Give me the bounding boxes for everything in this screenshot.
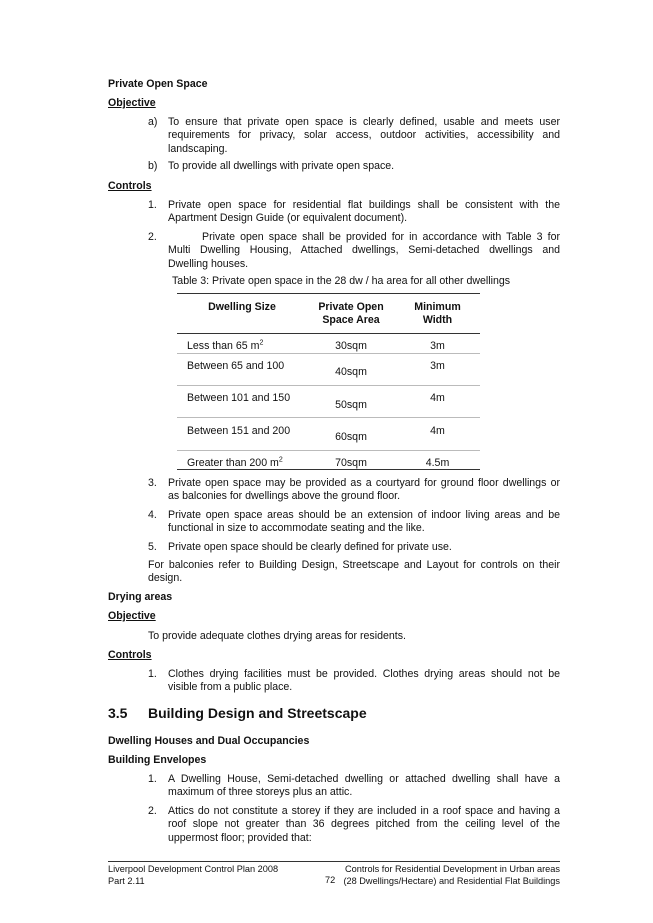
footer-left: Liverpool Development Control Plan 2008 Part 2.11	[108, 864, 279, 886]
list-item: Attics do not constitute a storey if they are included in a roof space and having a roof slope not greater than 36 degrees pitched from the ceiling level of the uppermost floor; provided that:	[168, 805, 560, 844]
list-item: Private open space may be provided as a courtyard for ground floor dwellings or as balconies for dwellings above the ground floor.	[168, 477, 560, 503]
drying-objective-text: To provide adequate clothes drying areas for residents.	[148, 630, 406, 642]
list-item: Private open space shall be provided for in accordance with Table 3 for Multi Dwelling Housing, Attached dwellings, Semi-detached dwellings and Dwelling houses.	[168, 231, 560, 270]
table-cell-size: Between 65 and 100	[187, 360, 285, 372]
list-label: 1.	[148, 199, 157, 211]
list-label: 2.	[148, 231, 157, 243]
table-row-rule	[177, 385, 480, 386]
table-cell-area: 50sqm	[335, 399, 367, 411]
table-cell-area: 30sqm	[335, 340, 367, 352]
table-cell-size: Greater than 200 $m^2$	[187, 456, 283, 469]
section-title-private-open-space: Private Open Space	[108, 78, 208, 90]
table-row-rule	[177, 417, 480, 418]
table-cell-width: 3m	[430, 340, 445, 352]
table-cell-size: Less than 65 $m^2$	[187, 339, 264, 352]
list-item: Private open space for residential flat buildings shall be consistent with the Apartment Design Guide (or equivalent document).	[168, 199, 560, 225]
list-label: 3.	[148, 477, 157, 489]
list-item: To provide all dwellings with private open space.	[168, 160, 395, 172]
list-label: 2.	[148, 805, 157, 817]
table-row-rule	[177, 450, 480, 451]
table-cell-size: Between 151 and 200	[187, 425, 291, 437]
table-cell-width: 4m	[430, 425, 445, 437]
table-cell-area: 60sqm	[335, 431, 367, 443]
section-title-drying-areas: Drying areas	[108, 591, 173, 603]
list-item: To ensure that private open space is clearly defined, usable and meets user requirements for privacy, solar access, outdoor activities, accessibility and landscaping.	[168, 116, 560, 155]
section-number: 3.5	[108, 705, 128, 721]
table-header-area: Private Open Space Area	[318, 301, 384, 327]
list-item: Clothes drying facilities must be provided. Clothes drying areas should not be visible from a public place.	[168, 668, 560, 694]
subheading-building-envelopes: Building Envelopes	[108, 754, 207, 766]
table-header-min-width: Minimum Width	[414, 301, 461, 327]
page-number: 72	[325, 875, 336, 885]
objective-heading: Objective	[108, 610, 156, 622]
list-label: 1.	[148, 773, 157, 785]
table-top-rule	[177, 293, 480, 294]
footer-rule	[108, 861, 560, 862]
controls-heading: Controls	[108, 649, 152, 661]
list-label: 1.	[148, 668, 157, 680]
table-row-rule	[177, 353, 480, 354]
table-cell-width: 3m	[430, 360, 445, 372]
table-header-rule	[177, 333, 480, 334]
table-cell-width: 4.5m	[425, 457, 450, 469]
list-item: Private open space areas should be an extension of indoor living areas and be functional in size to accommodate seating and the like.	[168, 509, 560, 535]
table-cell-area: 40sqm	[335, 366, 367, 378]
objective-heading: Objective	[108, 97, 156, 109]
list-label: b)	[148, 160, 158, 172]
table-cell-area: 70sqm	[335, 457, 367, 469]
list-label: 5.	[148, 541, 157, 553]
table-caption: Table 3: Private open space in the 28 dw / ha area for all other dwellings	[172, 275, 511, 287]
balcony-note: For balconies refer to Building Design, Streetscape and Layout for controls on their design.	[148, 559, 560, 585]
section-heading: Building Design and Streetscape	[148, 705, 367, 721]
list-label: a)	[148, 116, 158, 128]
list-item: Private open space should be clearly defined for private use.	[168, 541, 452, 553]
table-header-dwelling-size: Dwelling Size	[208, 301, 276, 313]
table-cell-size: Between 101 and 150	[187, 392, 291, 404]
footer-right: Controls for Residential Development in Urban areas (28 Dwellings/Hectare) and Residential Flat Buildings	[343, 864, 560, 886]
table-bottom-rule	[177, 469, 480, 470]
list-item: A Dwelling House, Semi-detached dwelling or attached dwelling shall have a maximum of three storeys plus an attic.	[168, 773, 560, 799]
list-label: 4.	[148, 509, 157, 521]
subheading-dwelling-houses: Dwelling Houses and Dual Occupancies	[108, 735, 310, 747]
controls-heading: Controls	[108, 180, 152, 192]
table-cell-width: 4m	[430, 392, 445, 404]
